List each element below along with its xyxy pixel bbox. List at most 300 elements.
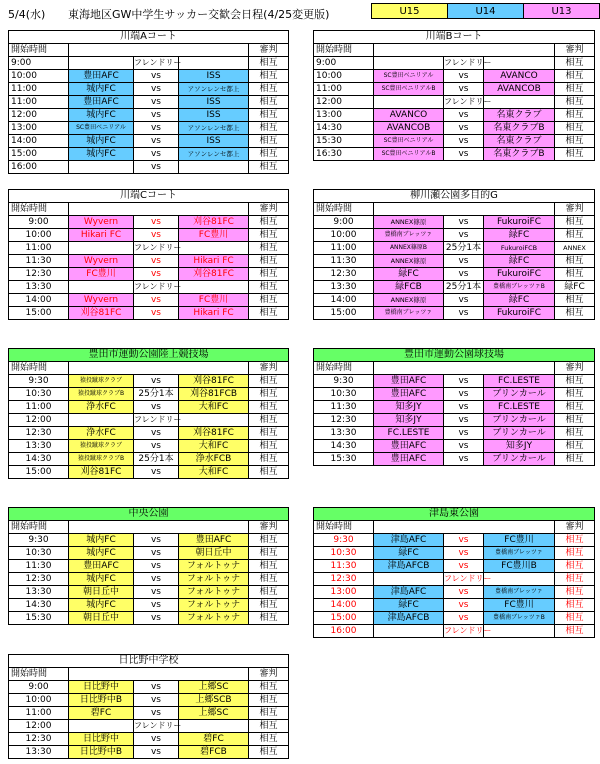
column-header-time: 開始時間	[314, 521, 374, 534]
match-referee: 相互	[555, 388, 595, 401]
match-time: 11:00	[9, 707, 69, 720]
match-referee: 相互	[555, 96, 595, 109]
match-time: 9:30	[314, 534, 374, 547]
column-header-time: 開始時間	[9, 668, 69, 681]
match-time: 12:30	[314, 573, 374, 586]
match-time: 9:00	[9, 216, 69, 229]
match-vs: vs	[134, 547, 179, 560]
away-team	[179, 161, 249, 174]
away-team: 緑FC	[484, 229, 555, 242]
match-row	[314, 414, 595, 427]
match-row	[9, 534, 289, 547]
match-time: 12:00	[9, 109, 69, 122]
match-vs: vs	[134, 70, 179, 83]
match-vs: vs	[444, 427, 484, 440]
page-title: 東海地区GW中学生サッカー交歓会日程(4/25変更版)	[68, 8, 330, 21]
home-team: 豊田AFC	[69, 96, 134, 109]
away-team: 大和FC	[179, 466, 249, 479]
match-time: 9:00	[314, 216, 374, 229]
match-time: 11:00	[9, 401, 69, 414]
away-team: Hikari FC	[179, 307, 249, 320]
match-row	[9, 681, 289, 694]
match-time: 10:30	[9, 388, 69, 401]
match-referee: 相互	[249, 453, 289, 466]
match-referee: 相互	[249, 681, 289, 694]
match-vs: vs	[134, 255, 179, 268]
away-team: 豊田AFC	[179, 534, 249, 547]
match-vs: 25分1本	[444, 281, 484, 294]
match-referee: 相互	[555, 307, 595, 320]
match-vs: vs	[134, 161, 179, 174]
match-referee: 相互	[555, 148, 595, 161]
match-time: 14:00	[9, 135, 69, 148]
match-referee: 相互	[249, 401, 289, 414]
match-referee: 相互	[555, 573, 595, 586]
match-referee: 相互	[555, 255, 595, 268]
match-time: 15:30	[314, 135, 374, 148]
match-time: 15:00	[314, 612, 374, 625]
match-time: 16:00	[9, 161, 69, 174]
home-team: 日比野中B	[69, 746, 134, 759]
match-time: 11:00	[9, 242, 69, 255]
match-vs: vs	[444, 453, 484, 466]
match-time: 16:00	[314, 625, 374, 638]
match-referee: 相互	[249, 599, 289, 612]
match-row	[9, 414, 289, 427]
match-time: 11:30	[314, 255, 374, 268]
match-vs: vs	[444, 388, 484, 401]
match-vs: vs	[134, 401, 179, 414]
away-team: 刈谷81FCB	[179, 388, 249, 401]
match-time: 10:00	[314, 70, 374, 83]
match-referee: 相互	[249, 83, 289, 96]
match-vs: vs	[444, 268, 484, 281]
home-team: ANNEX篠原	[374, 216, 444, 229]
home-team: 津島AFCB	[374, 612, 444, 625]
venue-table-chuo	[8, 507, 289, 625]
match-referee: 相互	[555, 294, 595, 307]
away-team: FC.LESTE	[484, 401, 555, 414]
match-time: 14:00	[9, 294, 69, 307]
home-team: 朝日丘中	[69, 612, 134, 625]
home-team: 猿投蹴球クラブ	[69, 440, 134, 453]
match-row	[9, 720, 289, 733]
match-referee: 相互	[555, 83, 595, 96]
match-vs: vs	[444, 599, 484, 612]
away-team: 上郷SC	[179, 707, 249, 720]
column-header-ref: 審判	[555, 203, 595, 216]
match-time: 11:00	[314, 83, 374, 96]
match-row	[314, 242, 595, 255]
column-header-ref: 審判	[555, 44, 595, 57]
match-referee: 相互	[555, 599, 595, 612]
match-row	[314, 148, 595, 161]
legend-u15: U15	[371, 3, 448, 19]
match-time: 10:30	[314, 388, 374, 401]
match-time: 12:30	[314, 268, 374, 281]
home-team: 碧FC	[69, 707, 134, 720]
home-team: 知多JY	[374, 401, 444, 414]
home-team: 猿投蹴球クラブ	[69, 375, 134, 388]
match-time: 10:30	[9, 547, 69, 560]
away-team: 大和FC	[179, 440, 249, 453]
match-vs: vs	[134, 681, 179, 694]
venue-title: 川端Bコート	[314, 31, 595, 44]
match-referee: 相互	[555, 70, 595, 83]
venue-table-yanagawase	[313, 189, 595, 320]
match-row	[314, 534, 595, 547]
match-vs: vs	[134, 612, 179, 625]
home-team: AVANCOB	[374, 122, 444, 135]
match-time: 9:00	[9, 681, 69, 694]
match-row	[9, 148, 289, 161]
match-referee: 相互	[249, 216, 289, 229]
match-time: 13:00	[314, 586, 374, 599]
match-row	[9, 440, 289, 453]
away-team: 朝日丘中	[179, 547, 249, 560]
match-vs: vs	[444, 307, 484, 320]
match-vs: vs	[134, 307, 179, 320]
match-row	[314, 612, 595, 625]
away-team: FC豊川	[179, 229, 249, 242]
home-team: 豊田AFC	[374, 453, 444, 466]
match-row	[9, 96, 289, 109]
away-team: フォルトゥナ	[179, 573, 249, 586]
home-team: 刈谷81FC	[69, 466, 134, 479]
column-header-time: 開始時間	[9, 44, 69, 57]
away-team: 名東クラブ	[484, 135, 555, 148]
match-row	[314, 281, 595, 294]
venue-table-kawabata-b	[313, 30, 595, 161]
home-team: SC豊田ベニリアル	[374, 135, 444, 148]
match-row	[9, 242, 289, 255]
match-referee: 相互	[555, 547, 595, 560]
match-row	[9, 573, 289, 586]
match-referee: 相互	[555, 109, 595, 122]
away-team: 刈谷81FC	[179, 268, 249, 281]
match-referee: 相互	[249, 466, 289, 479]
match-time: 9:00	[9, 57, 69, 70]
match-row	[314, 307, 595, 320]
match-referee: 相互	[249, 229, 289, 242]
match-referee: 相互	[249, 375, 289, 388]
match-referee: 相互	[249, 733, 289, 746]
venue-table-hibino	[8, 654, 289, 759]
match-referee: 相互	[555, 414, 595, 427]
friendly-note: フレンドリー	[444, 625, 484, 638]
home-team: 豊田AFC	[69, 560, 134, 573]
match-referee: 相互	[249, 440, 289, 453]
home-team: ANNEX篠原B	[374, 242, 444, 255]
match-vs: vs	[444, 560, 484, 573]
home-team: 豊田AFC	[374, 440, 444, 453]
friendly-note: フレンドリー	[444, 96, 484, 109]
match-time: 11:30	[9, 560, 69, 573]
match-vs: vs	[444, 109, 484, 122]
column-header-time: 開始時間	[314, 44, 374, 57]
match-time: 14:00	[314, 294, 374, 307]
match-time: 14:30	[314, 440, 374, 453]
match-row	[9, 307, 289, 320]
match-row	[314, 599, 595, 612]
home-team: 豊田AFC	[374, 388, 444, 401]
home-team: Wyvern	[69, 294, 134, 307]
away-team: FC豊川	[179, 294, 249, 307]
match-row	[9, 216, 289, 229]
match-time: 10:00	[9, 70, 69, 83]
column-header-ref: 審判	[249, 362, 289, 375]
home-team: 刈谷81FC	[69, 307, 134, 320]
match-row	[314, 57, 595, 70]
match-time: 13:30	[9, 440, 69, 453]
match-row	[314, 427, 595, 440]
match-time: 13:00	[314, 109, 374, 122]
match-time: 16:30	[314, 148, 374, 161]
friendly-note: フレンドリー	[134, 242, 179, 255]
match-referee: 相互	[249, 161, 289, 174]
home-team: 豊田AFC	[374, 375, 444, 388]
home-team: 日比野中	[69, 733, 134, 746]
match-time: 11:00	[314, 242, 374, 255]
match-time: 11:30	[314, 560, 374, 573]
home-team: 猿投蹴球クラブB	[69, 453, 134, 466]
match-vs: vs	[444, 586, 484, 599]
column-header-time: 開始時間	[9, 362, 69, 375]
away-team: フォルトゥナ	[179, 560, 249, 573]
match-row	[9, 294, 289, 307]
match-time: 12:30	[314, 414, 374, 427]
away-team: ISS	[179, 96, 249, 109]
match-vs: vs	[134, 229, 179, 242]
home-team: ANNEX篠原	[374, 255, 444, 268]
match-referee: 相互	[249, 694, 289, 707]
match-row	[314, 453, 595, 466]
match-row	[314, 294, 595, 307]
match-row	[314, 255, 595, 268]
friendly-note: フレンドリー	[444, 57, 484, 70]
match-row	[9, 694, 289, 707]
venue-table-kawabata-c	[8, 189, 289, 320]
home-team: SC豊田ベニリアル	[374, 70, 444, 83]
venue-title: 中央公園	[9, 508, 289, 521]
match-time: 13:30	[314, 281, 374, 294]
match-referee: 相互	[249, 148, 289, 161]
page-header	[8, 6, 329, 22]
match-time: 9:30	[314, 375, 374, 388]
home-team: 城内FC	[69, 599, 134, 612]
home-team: 城内FC	[69, 135, 134, 148]
match-referee: 相互	[249, 746, 289, 759]
friendly-note: フレンドリー	[134, 281, 179, 294]
venue-title: 川端Aコート	[9, 31, 289, 44]
match-referee: 相互	[249, 720, 289, 733]
away-team: アソンレンセ都上	[179, 148, 249, 161]
match-referee: 相互	[249, 573, 289, 586]
match-referee: 相互	[249, 109, 289, 122]
match-row	[314, 216, 595, 229]
match-time: 15:00	[314, 307, 374, 320]
match-vs: 25分1本	[134, 388, 179, 401]
match-row	[9, 746, 289, 759]
match-vs: vs	[134, 534, 179, 547]
match-row	[314, 135, 595, 148]
match-referee: 相互	[555, 586, 595, 599]
home-team: 日比野中B	[69, 694, 134, 707]
match-time: 15:00	[9, 307, 69, 320]
away-team: FC豊川	[484, 599, 555, 612]
away-team: 刈谷81FC	[179, 216, 249, 229]
column-header-ref: 審判	[555, 362, 595, 375]
match-time: 15:00	[9, 148, 69, 161]
away-team: 緑FC	[484, 255, 555, 268]
away-team: 上郷SCB	[179, 694, 249, 707]
match-referee: 相互	[249, 547, 289, 560]
away-team: FukuroiFCB	[484, 242, 555, 255]
match-row	[314, 586, 595, 599]
match-time: 14:30	[9, 453, 69, 466]
match-vs: vs	[134, 560, 179, 573]
home-team: Hikari FC	[69, 229, 134, 242]
match-vs: vs	[444, 135, 484, 148]
match-row	[314, 122, 595, 135]
column-header-time: 開始時間	[9, 521, 69, 534]
match-row	[314, 83, 595, 96]
match-row	[9, 281, 289, 294]
away-team: AVANCOB	[484, 83, 555, 96]
away-team: ISS	[179, 135, 249, 148]
away-team: FukuroiFC	[484, 307, 555, 320]
away-team: FukuroiFC	[484, 216, 555, 229]
home-team: 津島AFCB	[374, 560, 444, 573]
away-team: 豊橋南ブレッツァ	[484, 547, 555, 560]
friendly-note: フレンドリー	[444, 573, 484, 586]
home-team: 日比野中	[69, 681, 134, 694]
match-time: 14:00	[314, 599, 374, 612]
home-team: 豊橋南ブレッツァ	[374, 307, 444, 320]
away-team: フォルトゥナ	[179, 599, 249, 612]
match-time: 12:30	[9, 733, 69, 746]
venue-table-kawabata-a	[8, 30, 289, 174]
match-vs: vs	[134, 109, 179, 122]
match-row	[314, 625, 595, 638]
match-vs: vs	[444, 229, 484, 242]
home-team: 津島AFC	[374, 534, 444, 547]
match-vs: vs	[444, 414, 484, 427]
match-vs: vs	[444, 122, 484, 135]
venue-title: 柳川瀬公園多目的G	[314, 190, 595, 203]
match-referee: 相互	[555, 268, 595, 281]
match-row	[314, 560, 595, 573]
match-time: 9:30	[9, 375, 69, 388]
legend-u13: U13	[523, 3, 600, 19]
match-time: 10:00	[314, 229, 374, 242]
match-referee: 相互	[249, 414, 289, 427]
match-referee: 相互	[555, 440, 595, 453]
match-referee: 相互	[555, 57, 595, 70]
match-time: 11:00	[9, 96, 69, 109]
away-team: 名東クラブB	[484, 122, 555, 135]
match-vs: vs	[134, 122, 179, 135]
away-team: 上郷SC	[179, 681, 249, 694]
match-referee: 相互	[555, 453, 595, 466]
away-team: 名東クラブB	[484, 148, 555, 161]
match-row	[9, 466, 289, 479]
match-row	[314, 229, 595, 242]
home-team: 豊橋南ブレッツァ	[374, 229, 444, 242]
away-team: アソンレンセ都上	[179, 83, 249, 96]
home-team: AVANCO	[374, 109, 444, 122]
legend-u14: U14	[447, 3, 524, 19]
match-time: 15:00	[9, 466, 69, 479]
match-row	[314, 547, 595, 560]
home-team: SC豊田ベニリアル	[69, 122, 134, 135]
home-team: 朝日丘中	[69, 586, 134, 599]
away-team: フォルトゥナ	[179, 612, 249, 625]
match-vs: vs	[134, 135, 179, 148]
venue-table-toyota-track	[8, 348, 289, 479]
away-team: 大和FC	[179, 401, 249, 414]
match-referee: 相互	[249, 586, 289, 599]
match-referee: 相互	[555, 375, 595, 388]
match-row	[9, 135, 289, 148]
match-row	[9, 268, 289, 281]
match-vs: vs	[134, 599, 179, 612]
venue-title: 日比野中学校	[9, 655, 289, 668]
away-team: FC.LESTE	[484, 375, 555, 388]
match-row	[9, 612, 289, 625]
match-row	[314, 70, 595, 83]
match-row	[9, 707, 289, 720]
home-team: SC豊田ベニリアルB	[374, 83, 444, 96]
column-header-time: 開始時間	[314, 203, 374, 216]
match-row	[9, 388, 289, 401]
match-referee: 相互	[555, 560, 595, 573]
away-team: 豊橋南ブレッツァB	[484, 281, 555, 294]
venue-table-tsushima	[313, 507, 595, 638]
match-referee: 相互	[555, 401, 595, 414]
match-referee: 相互	[249, 268, 289, 281]
venue-table-toyota-ball	[313, 348, 595, 466]
match-vs: vs	[134, 466, 179, 479]
match-time: 11:00	[9, 83, 69, 96]
match-vs: vs	[134, 375, 179, 388]
match-row	[9, 547, 289, 560]
match-vs: vs	[444, 294, 484, 307]
match-vs: 25分1本	[134, 453, 179, 466]
match-referee: 相互	[249, 612, 289, 625]
match-time: 15:30	[9, 612, 69, 625]
away-team: AVANCO	[484, 70, 555, 83]
match-time: 10:00	[9, 694, 69, 707]
match-referee: 相互	[555, 534, 595, 547]
match-vs: vs	[444, 255, 484, 268]
away-team: FC豊川	[484, 534, 555, 547]
column-header-time: 開始時間	[9, 203, 69, 216]
home-team: 猿投蹴球クラブB	[69, 388, 134, 401]
away-team: 浄水FCB	[179, 453, 249, 466]
match-referee: ANNEX	[555, 242, 595, 255]
home-team: 城内FC	[69, 83, 134, 96]
away-team: ISS	[179, 109, 249, 122]
match-time: 15:30	[314, 453, 374, 466]
away-team: ブリンカール	[484, 427, 555, 440]
match-referee: 相互	[249, 255, 289, 268]
match-vs: vs	[134, 586, 179, 599]
match-vs: vs	[444, 216, 484, 229]
away-team: 刈谷81FC	[179, 375, 249, 388]
match-time: 12:30	[9, 573, 69, 586]
home-team: 緑FCB	[374, 281, 444, 294]
